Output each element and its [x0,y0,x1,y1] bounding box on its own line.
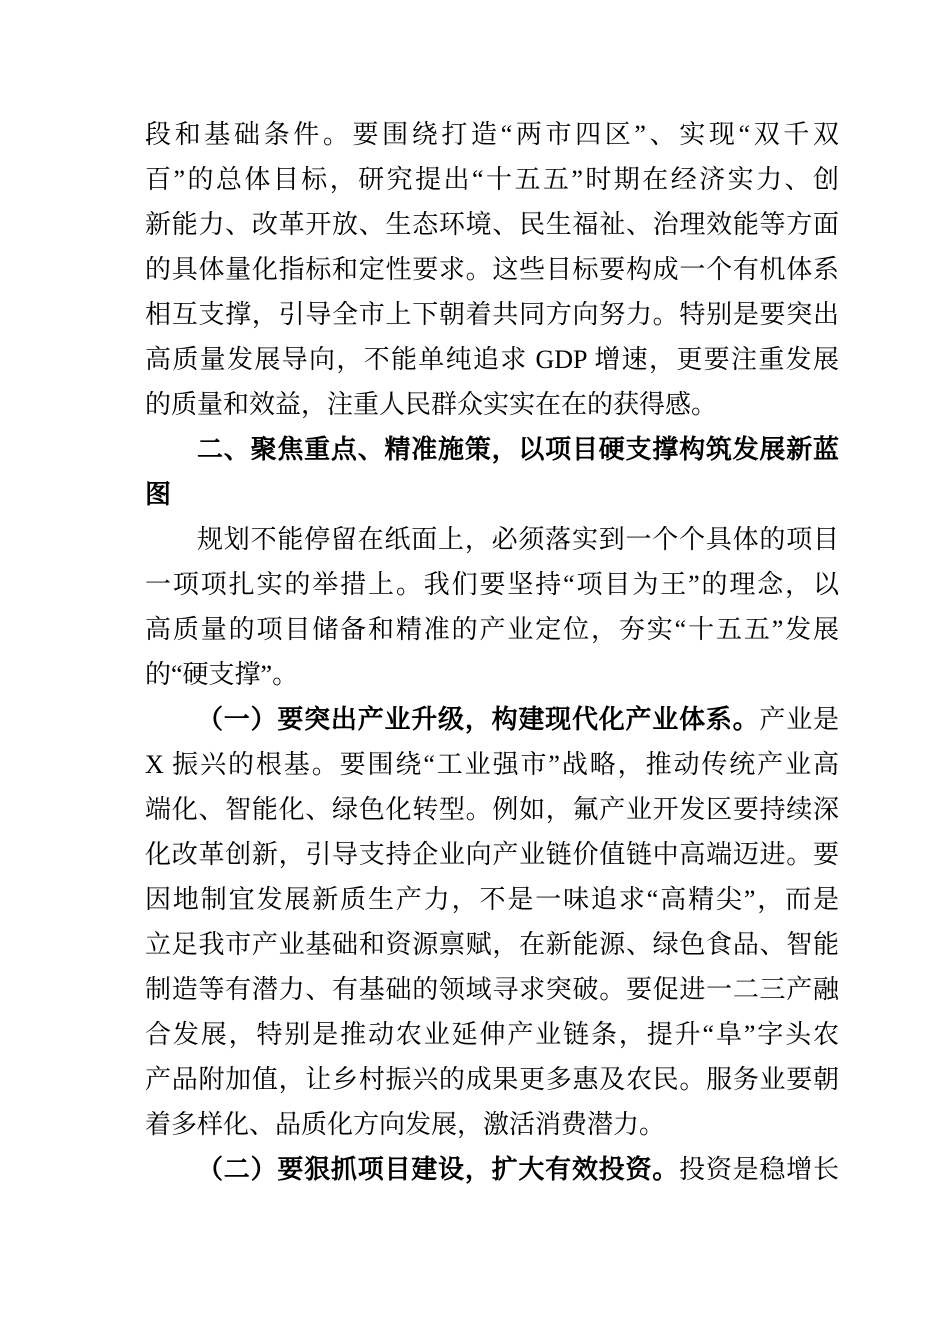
document-text-block [145,112,839,1192]
body-run: 产品附加值，让乡村振兴的成果更多惠及农民。服务业要朝 [145,1065,839,1094]
body-run: 制造等有潜力、有基础的领域寻求突破。要促进一二三产融 [145,975,839,1004]
body-run: 百”的总体目标，研究提出“十五五”时期在经济实力、创 [145,165,839,194]
body-run: 的“硬支撑”。 [145,660,299,689]
heading-line [145,472,839,517]
text-line [145,562,839,607]
text-line [145,652,839,697]
text-line [145,697,839,742]
text-line [145,742,839,787]
body-run: 高质量发展导向，不能单纯追求 GDP 增速，更要注重发展 [145,345,839,374]
text-line [145,967,839,1012]
text-line [145,832,839,877]
section-heading-run: 二、聚焦重点、精准施策，以项目硬支撑构筑发展新蓝 [197,434,839,464]
body-run: 相互支撑，引导全市上下朝着共同方向努力。特别是要突出 [145,300,839,329]
text-line [145,1147,839,1192]
text-line [145,157,839,202]
body-run: 一项项扎实的举措上。我们要坚持“项目为王”的理念，以 [145,570,839,599]
text-line [145,337,839,382]
text-line [145,607,839,652]
subheading-run: （一）要突出产业升级，构建现代化产业体系。 [197,705,760,734]
body-run: 新能力、改革开放、生态环境、民生福祉、治理效能等方面 [145,210,839,239]
text-line [145,517,839,562]
body-run: 段和基础条件。要围绕打造“两市四区”、实现“双千双 [145,120,839,149]
text-line [145,247,839,292]
subheading-run: （二）要狠抓项目建设，扩大有效投资。 [197,1155,680,1184]
section-heading-run: 图 [145,479,172,509]
body-run: X 振兴的根基。要围绕“工业强市”战略，推动传统产业高 [145,750,839,779]
text-line [145,382,839,427]
body-run: 合发展，特别是推动农业延伸产业链条，提升“阜”字头农 [145,1020,839,1049]
body-run: 立足我市产业基础和资源禀赋，在新能源、绿色食品、智能 [145,930,839,959]
text-line [145,1057,839,1102]
body-run: 着多样化、品质化方向发展，激活消费潜力。 [145,1110,666,1139]
text-line [145,1012,839,1057]
text-line [145,202,839,247]
body-run: 端化、智能化、绿色化转型。例如，氟产业开发区要持续深 [145,795,839,824]
body-run: 的具体量化指标和定性要求。这些目标要构成一个有机体系 [145,255,839,284]
text-line [145,292,839,337]
text-line [145,787,839,832]
body-run: 化改革创新，引导支持企业向产业链价值链中高端迈进。要 [145,840,839,869]
body-run: 因地制宜发展新质生产力，不是一味追求“高精尖”，而是 [145,885,839,914]
body-run: 规划不能停留在纸面上，必须落实到一个个具体的项目 [197,525,839,554]
text-line [145,922,839,967]
text-line [145,112,839,157]
heading-line [145,427,839,472]
body-run: 高质量的项目储备和精准的产业定位，夯实“十五五”发展 [145,615,839,644]
body-run: 产业是 [759,705,839,734]
body-run: 的质量和效益，注重人民群众实实在在的获得感。 [145,390,718,419]
text-line [145,1102,839,1147]
body-run: 投资是稳增长 [679,1155,839,1184]
text-line [145,877,839,922]
